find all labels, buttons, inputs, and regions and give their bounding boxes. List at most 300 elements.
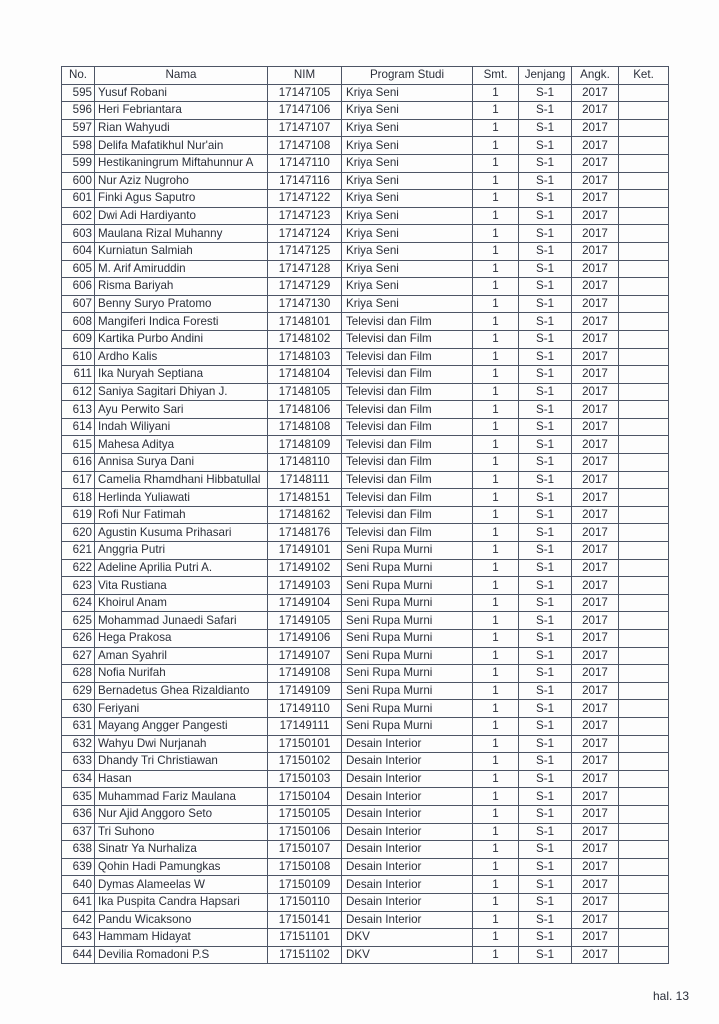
- table-row: [62, 858, 669, 876]
- cell-angkatan: 2017: [572, 929, 619, 947]
- cell-ket: [619, 858, 669, 876]
- cell-nim: 17148111: [268, 471, 342, 489]
- cell-program: Televisi dan Film: [342, 383, 473, 401]
- cell-nim: 17148102: [268, 330, 342, 348]
- cell-program: Kriya Seni: [342, 137, 473, 155]
- cell-angkatan: 2017: [572, 348, 619, 366]
- cell-nim: 17150108: [268, 858, 342, 876]
- header-ket: Ket.: [619, 67, 669, 85]
- cell-smt: 1: [473, 647, 519, 665]
- cell-nim: 17150106: [268, 823, 342, 841]
- cell-ket: [619, 559, 669, 577]
- table-row: [62, 823, 669, 841]
- table-row: [62, 154, 669, 172]
- cell-angkatan: 2017: [572, 753, 619, 771]
- cell-smt: 1: [473, 929, 519, 947]
- cell-ket: [619, 594, 669, 612]
- cell-jenjang: S-1: [519, 577, 572, 595]
- cell-program: Televisi dan Film: [342, 348, 473, 366]
- cell-no: 615: [62, 436, 95, 454]
- cell-program: Seni Rupa Murni: [342, 594, 473, 612]
- cell-jenjang: S-1: [519, 137, 572, 155]
- cell-jenjang: S-1: [519, 594, 572, 612]
- cell-jenjang: S-1: [519, 172, 572, 190]
- cell-no: 603: [62, 225, 95, 243]
- cell-jenjang: S-1: [519, 436, 572, 454]
- table-row: [62, 489, 669, 507]
- cell-ket: [619, 401, 669, 419]
- cell-ket: [619, 489, 669, 507]
- cell-program: Kriya Seni: [342, 242, 473, 260]
- cell-nim: 17148108: [268, 418, 342, 436]
- cell-ket: [619, 946, 669, 964]
- table-row: [62, 612, 669, 630]
- cell-nama: Saniya Sagitari Dhiyan J.: [95, 383, 268, 401]
- cell-ket: [619, 418, 669, 436]
- cell-angkatan: 2017: [572, 665, 619, 683]
- cell-no: 600: [62, 172, 95, 190]
- cell-no: 610: [62, 348, 95, 366]
- cell-jenjang: S-1: [519, 753, 572, 771]
- cell-jenjang: S-1: [519, 665, 572, 683]
- cell-smt: 1: [473, 242, 519, 260]
- cell-nama: Dhandy Tri Christiawan: [95, 753, 268, 771]
- cell-smt: 1: [473, 401, 519, 419]
- cell-no: 620: [62, 524, 95, 542]
- cell-ket: [619, 242, 669, 260]
- cell-smt: 1: [473, 788, 519, 806]
- cell-nim: 17147108: [268, 137, 342, 155]
- cell-ket: [619, 84, 669, 102]
- cell-nama: Ika Nuryah Septiana: [95, 366, 268, 384]
- cell-smt: 1: [473, 418, 519, 436]
- cell-smt: 1: [473, 102, 519, 120]
- page-number: hal. 13: [652, 989, 689, 1003]
- table-row: [62, 119, 669, 137]
- cell-smt: 1: [473, 348, 519, 366]
- cell-smt: 1: [473, 225, 519, 243]
- cell-nama: Risma Bariyah: [95, 278, 268, 296]
- cell-angkatan: 2017: [572, 401, 619, 419]
- cell-jenjang: S-1: [519, 630, 572, 648]
- cell-program: Televisi dan Film: [342, 471, 473, 489]
- cell-ket: [619, 735, 669, 753]
- cell-program: Kriya Seni: [342, 260, 473, 278]
- cell-nama: Mahesa Aditya: [95, 436, 268, 454]
- cell-ket: [619, 436, 669, 454]
- cell-ket: [619, 929, 669, 947]
- cell-no: 621: [62, 542, 95, 560]
- cell-program: DKV: [342, 929, 473, 947]
- cell-program: Desain Interior: [342, 823, 473, 841]
- cell-ket: [619, 630, 669, 648]
- cell-no: 609: [62, 330, 95, 348]
- cell-nama: Pandu Wicaksono: [95, 911, 268, 929]
- cell-program: Kriya Seni: [342, 207, 473, 225]
- cell-jenjang: S-1: [519, 524, 572, 542]
- cell-smt: 1: [473, 454, 519, 472]
- table-body: [62, 84, 669, 964]
- cell-smt: 1: [473, 383, 519, 401]
- cell-no: 611: [62, 366, 95, 384]
- cell-angkatan: 2017: [572, 489, 619, 507]
- cell-nama: Nofia Nurifah: [95, 665, 268, 683]
- cell-smt: 1: [473, 559, 519, 577]
- table-row: [62, 559, 669, 577]
- cell-smt: 1: [473, 154, 519, 172]
- cell-nim: 17147130: [268, 295, 342, 313]
- cell-ket: [619, 577, 669, 595]
- cell-nim: 17149106: [268, 630, 342, 648]
- cell-smt: 1: [473, 366, 519, 384]
- cell-program: Seni Rupa Murni: [342, 559, 473, 577]
- table-row: [62, 647, 669, 665]
- cell-angkatan: 2017: [572, 383, 619, 401]
- cell-smt: 1: [473, 946, 519, 964]
- cell-ket: [619, 366, 669, 384]
- cell-jenjang: S-1: [519, 278, 572, 296]
- cell-no: 616: [62, 454, 95, 472]
- cell-no: 596: [62, 102, 95, 120]
- cell-nama: Hasan: [95, 770, 268, 788]
- cell-nim: 17148162: [268, 506, 342, 524]
- cell-nim: 17149104: [268, 594, 342, 612]
- cell-smt: 1: [473, 612, 519, 630]
- table-row: [62, 805, 669, 823]
- cell-no: 641: [62, 893, 95, 911]
- cell-ket: [619, 542, 669, 560]
- cell-nim: 17150105: [268, 805, 342, 823]
- cell-jenjang: S-1: [519, 542, 572, 560]
- cell-ket: [619, 330, 669, 348]
- cell-angkatan: 2017: [572, 823, 619, 841]
- cell-jenjang: S-1: [519, 207, 572, 225]
- cell-no: 634: [62, 770, 95, 788]
- table-row: [62, 260, 669, 278]
- cell-nama: Maulana Rizal Muhanny: [95, 225, 268, 243]
- cell-ket: [619, 612, 669, 630]
- cell-nim: 17147125: [268, 242, 342, 260]
- cell-angkatan: 2017: [572, 630, 619, 648]
- cell-nim: 17148103: [268, 348, 342, 366]
- cell-nim: 17147106: [268, 102, 342, 120]
- cell-no: 597: [62, 119, 95, 137]
- cell-no: 604: [62, 242, 95, 260]
- cell-no: 602: [62, 207, 95, 225]
- table-row: [62, 190, 669, 208]
- cell-no: 630: [62, 700, 95, 718]
- cell-angkatan: 2017: [572, 84, 619, 102]
- cell-smt: 1: [473, 172, 519, 190]
- cell-ket: [619, 278, 669, 296]
- cell-no: 629: [62, 682, 95, 700]
- cell-nama: Qohin Hadi Pamungkas: [95, 858, 268, 876]
- cell-nama: Anggria Putri: [95, 542, 268, 560]
- cell-nama: Camelia Rhamdhani Hibbatullal: [95, 471, 268, 489]
- cell-angkatan: 2017: [572, 260, 619, 278]
- cell-no: 637: [62, 823, 95, 841]
- cell-program: Kriya Seni: [342, 154, 473, 172]
- cell-angkatan: 2017: [572, 418, 619, 436]
- cell-nama: Tri Suhono: [95, 823, 268, 841]
- cell-jenjang: S-1: [519, 119, 572, 137]
- cell-angkatan: 2017: [572, 858, 619, 876]
- cell-jenjang: S-1: [519, 876, 572, 894]
- cell-no: 598: [62, 137, 95, 155]
- cell-smt: 1: [473, 542, 519, 560]
- cell-angkatan: 2017: [572, 647, 619, 665]
- cell-angkatan: 2017: [572, 542, 619, 560]
- table-row: [62, 242, 669, 260]
- cell-nim: 17148105: [268, 383, 342, 401]
- cell-smt: 1: [473, 858, 519, 876]
- cell-angkatan: 2017: [572, 102, 619, 120]
- cell-nim: 17149102: [268, 559, 342, 577]
- table-row: [62, 770, 669, 788]
- cell-nim: 17150107: [268, 841, 342, 859]
- cell-smt: 1: [473, 823, 519, 841]
- cell-program: Seni Rupa Murni: [342, 682, 473, 700]
- cell-smt: 1: [473, 665, 519, 683]
- table-row: [62, 841, 669, 859]
- cell-smt: 1: [473, 717, 519, 735]
- cell-smt: 1: [473, 630, 519, 648]
- cell-smt: 1: [473, 330, 519, 348]
- cell-jenjang: S-1: [519, 823, 572, 841]
- cell-angkatan: 2017: [572, 242, 619, 260]
- cell-angkatan: 2017: [572, 436, 619, 454]
- cell-ket: [619, 313, 669, 331]
- cell-jenjang: S-1: [519, 190, 572, 208]
- header-program-studi: Program Studi: [342, 67, 473, 85]
- cell-nim: 17149105: [268, 612, 342, 630]
- table-row: [62, 665, 669, 683]
- cell-program: Seni Rupa Murni: [342, 717, 473, 735]
- cell-program: Desain Interior: [342, 841, 473, 859]
- cell-no: 642: [62, 911, 95, 929]
- cell-angkatan: 2017: [572, 612, 619, 630]
- cell-angkatan: 2017: [572, 577, 619, 595]
- cell-jenjang: S-1: [519, 700, 572, 718]
- cell-nim: 17150141: [268, 911, 342, 929]
- cell-no: 644: [62, 946, 95, 964]
- cell-program: DKV: [342, 946, 473, 964]
- cell-nim: 17148104: [268, 366, 342, 384]
- cell-nama: Sinatr Ya Nurhaliza: [95, 841, 268, 859]
- cell-jenjang: S-1: [519, 383, 572, 401]
- cell-nim: 17149107: [268, 647, 342, 665]
- cell-no: 627: [62, 647, 95, 665]
- cell-angkatan: 2017: [572, 366, 619, 384]
- cell-program: Desain Interior: [342, 753, 473, 771]
- cell-angkatan: 2017: [572, 841, 619, 859]
- cell-program: Desain Interior: [342, 788, 473, 806]
- cell-nama: Muhammad Fariz Maulana: [95, 788, 268, 806]
- cell-nim: 17150103: [268, 770, 342, 788]
- cell-no: 607: [62, 295, 95, 313]
- cell-nama: Kurniatun Salmiah: [95, 242, 268, 260]
- cell-jenjang: S-1: [519, 154, 572, 172]
- cell-no: 605: [62, 260, 95, 278]
- cell-no: 638: [62, 841, 95, 859]
- cell-program: Seni Rupa Murni: [342, 647, 473, 665]
- cell-nama: Dymas Alameelas W: [95, 876, 268, 894]
- cell-jenjang: S-1: [519, 612, 572, 630]
- cell-nim: 17147128: [268, 260, 342, 278]
- cell-jenjang: S-1: [519, 559, 572, 577]
- cell-nama: Delifa Mafatikhul Nur'ain: [95, 137, 268, 155]
- cell-jenjang: S-1: [519, 717, 572, 735]
- table-row: [62, 735, 669, 753]
- cell-nim: 17147107: [268, 119, 342, 137]
- cell-program: Seni Rupa Murni: [342, 577, 473, 595]
- cell-angkatan: 2017: [572, 172, 619, 190]
- table-row: [62, 946, 669, 964]
- cell-program: Kriya Seni: [342, 119, 473, 137]
- cell-nim: 17148110: [268, 454, 342, 472]
- cell-smt: 1: [473, 577, 519, 595]
- cell-jenjang: S-1: [519, 102, 572, 120]
- cell-jenjang: S-1: [519, 647, 572, 665]
- table-row: [62, 348, 669, 366]
- cell-nama: Adeline Aprilia Putri A.: [95, 559, 268, 577]
- cell-angkatan: 2017: [572, 190, 619, 208]
- cell-program: Televisi dan Film: [342, 436, 473, 454]
- cell-program: Kriya Seni: [342, 84, 473, 102]
- cell-nim: 17148151: [268, 489, 342, 507]
- cell-angkatan: 2017: [572, 278, 619, 296]
- cell-nim: 17150101: [268, 735, 342, 753]
- cell-program: Desain Interior: [342, 770, 473, 788]
- cell-jenjang: S-1: [519, 841, 572, 859]
- cell-ket: [619, 260, 669, 278]
- table-row: [62, 753, 669, 771]
- table-row: [62, 700, 669, 718]
- cell-nama: Devilia Romadoni P.S: [95, 946, 268, 964]
- cell-program: Desain Interior: [342, 735, 473, 753]
- cell-no: 632: [62, 735, 95, 753]
- cell-smt: 1: [473, 436, 519, 454]
- cell-angkatan: 2017: [572, 876, 619, 894]
- table-row: [62, 418, 669, 436]
- cell-nama: Ika Puspita Candra Hapsari: [95, 893, 268, 911]
- cell-angkatan: 2017: [572, 330, 619, 348]
- cell-no: 599: [62, 154, 95, 172]
- table-row: [62, 630, 669, 648]
- cell-angkatan: 2017: [572, 454, 619, 472]
- cell-ket: [619, 788, 669, 806]
- cell-no: 623: [62, 577, 95, 595]
- cell-jenjang: S-1: [519, 454, 572, 472]
- cell-jenjang: S-1: [519, 471, 572, 489]
- cell-nim: 17147105: [268, 84, 342, 102]
- cell-nama: Benny Suryo Pratomo: [95, 295, 268, 313]
- header-jenjang: Jenjang: [519, 67, 572, 85]
- cell-no: 631: [62, 717, 95, 735]
- cell-no: 640: [62, 876, 95, 894]
- cell-nim: 17150110: [268, 893, 342, 911]
- cell-no: 613: [62, 401, 95, 419]
- cell-nama: Wahyu Dwi Nurjanah: [95, 735, 268, 753]
- cell-smt: 1: [473, 876, 519, 894]
- cell-nama: Hestikaningrum Miftahunnur A: [95, 154, 268, 172]
- cell-no: 617: [62, 471, 95, 489]
- cell-jenjang: S-1: [519, 225, 572, 243]
- cell-smt: 1: [473, 753, 519, 771]
- cell-nama: Nur Aziz Nugroho: [95, 172, 268, 190]
- cell-program: Desain Interior: [342, 911, 473, 929]
- cell-ket: [619, 207, 669, 225]
- cell-nim: 17149111: [268, 717, 342, 735]
- cell-smt: 1: [473, 207, 519, 225]
- table-row: [62, 436, 669, 454]
- cell-program: Televisi dan Film: [342, 330, 473, 348]
- cell-nama: Annisa Surya Dani: [95, 454, 268, 472]
- cell-ket: [619, 102, 669, 120]
- cell-smt: 1: [473, 524, 519, 542]
- cell-no: 618: [62, 489, 95, 507]
- cell-ket: [619, 471, 669, 489]
- cell-ket: [619, 119, 669, 137]
- cell-angkatan: 2017: [572, 119, 619, 137]
- cell-nim: 17149108: [268, 665, 342, 683]
- cell-smt: 1: [473, 313, 519, 331]
- table-row: [62, 454, 669, 472]
- cell-smt: 1: [473, 137, 519, 155]
- cell-nama: Hega Prakosa: [95, 630, 268, 648]
- cell-angkatan: 2017: [572, 946, 619, 964]
- cell-ket: [619, 383, 669, 401]
- cell-nama: Agustin Kusuma Prihasari: [95, 524, 268, 542]
- table-row: [62, 383, 669, 401]
- cell-smt: 1: [473, 735, 519, 753]
- cell-ket: [619, 805, 669, 823]
- table-row: [62, 929, 669, 947]
- cell-nama: Yusuf Robani: [95, 84, 268, 102]
- table-row: [62, 84, 669, 102]
- cell-ket: [619, 154, 669, 172]
- header-no: No.: [62, 67, 95, 85]
- table-row: [62, 524, 669, 542]
- cell-no: 612: [62, 383, 95, 401]
- cell-jenjang: S-1: [519, 893, 572, 911]
- cell-angkatan: 2017: [572, 700, 619, 718]
- cell-smt: 1: [473, 841, 519, 859]
- table-row: [62, 102, 669, 120]
- cell-angkatan: 2017: [572, 313, 619, 331]
- cell-nama: M. Arif Amiruddin: [95, 260, 268, 278]
- cell-ket: [619, 876, 669, 894]
- cell-smt: 1: [473, 260, 519, 278]
- cell-nama: Nur Ajid Anggoro Seto: [95, 805, 268, 823]
- table-row: [62, 401, 669, 419]
- cell-no: 614: [62, 418, 95, 436]
- cell-smt: 1: [473, 506, 519, 524]
- cell-jenjang: S-1: [519, 260, 572, 278]
- cell-ket: [619, 893, 669, 911]
- cell-angkatan: 2017: [572, 788, 619, 806]
- table-row: [62, 313, 669, 331]
- cell-smt: 1: [473, 700, 519, 718]
- cell-no: 601: [62, 190, 95, 208]
- cell-nim: 17148176: [268, 524, 342, 542]
- table-row: [62, 893, 669, 911]
- cell-program: Televisi dan Film: [342, 418, 473, 436]
- table-row: [62, 295, 669, 313]
- cell-nama: Ayu Perwito Sari: [95, 401, 268, 419]
- cell-ket: [619, 295, 669, 313]
- cell-no: 635: [62, 788, 95, 806]
